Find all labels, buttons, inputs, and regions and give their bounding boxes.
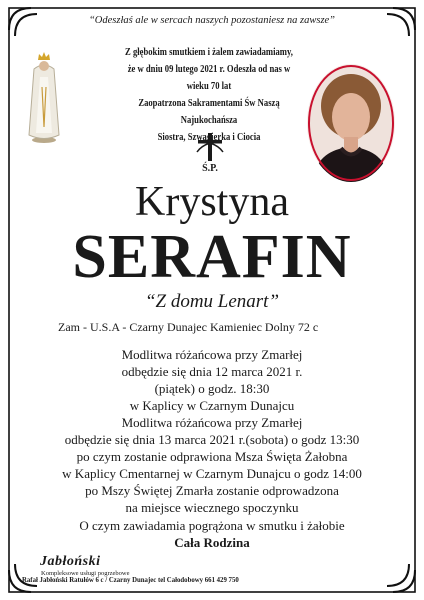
- announcement-line: po czym zostanie odprawiona Msza Święta Żałobna: [76, 449, 348, 464]
- announcement-line: (piątek) o godz. 18:30: [154, 381, 270, 396]
- intro-line: że w dniu 09 lutego 2021 r. Odeszła od nas w wieku 70 lat: [127, 64, 291, 92]
- announcement-line: na miejsce wiecznego spoczynku: [125, 500, 299, 515]
- deceased-portrait-image: [307, 64, 395, 182]
- ornamental-corner-icon: [387, 564, 415, 592]
- announcement-line: Modlitwa różańcowa przy Zmarłej: [121, 415, 303, 430]
- announcement-line: odbędzie się dnia 12 marca 2021 r.: [121, 364, 303, 379]
- funeral-home-logo: Jabłoński: [40, 554, 101, 569]
- intro-line: Siostra, Szwagierka i Ciocia: [157, 132, 261, 143]
- given-name: Krystyna: [135, 179, 289, 225]
- funeral-home-contact: Rafał Jabłoński Ratułów 6 c / Czarny Dunajec tel Całodobowy 661 429 750: [22, 577, 239, 584]
- announcement-line: w Kaplicy Cmentarnej w Czarnym Dunajcu o godz 14:00: [62, 466, 362, 481]
- cross-label: Ś.P.: [202, 163, 218, 174]
- maiden-name: “Z domu Lenart”: [144, 291, 280, 312]
- announcement-line: po Mszy Świętej Zmarła zostanie odprowadzona: [85, 483, 339, 498]
- funeral-announcement: [0, 346, 424, 516]
- residence-address: Zam - U.S.A - Czarny Dunajec Kamieniec Dolny 72 c: [58, 320, 319, 334]
- surname: SERAFIN: [72, 223, 352, 291]
- announcement-line: w Kaplicy w Czarnym Dunajcu: [129, 398, 295, 413]
- family-signature: Cała Rodzina: [174, 535, 250, 550]
- closing-block: [0, 517, 424, 551]
- virgin-mary-statue-image: [26, 47, 62, 143]
- announcement-line: Modlitwa różańcowa przy Zmarłej: [121, 347, 303, 362]
- intro-line: Z głębokim smutkiem i żalem zawiadamiamy,: [125, 47, 293, 58]
- announcement-line: odbędzie się dnia 13 marca 2021 r.(sobota) o godz 13:30: [64, 432, 360, 447]
- intro-announcement: [123, 44, 295, 146]
- memorial-quote: “Odeszłaś ale w sercach naszych pozostaniesz na zawsze”: [88, 15, 336, 26]
- funeral-home-tagline: Kompleksowe usługi pogrzebowe: [41, 570, 130, 577]
- closing-line: O czym zawiadamia pogrążona w smutku i żałobie: [79, 518, 345, 533]
- intro-line: Zaopatrzona Sakramentami Św Naszą Najukochańsza: [138, 98, 280, 126]
